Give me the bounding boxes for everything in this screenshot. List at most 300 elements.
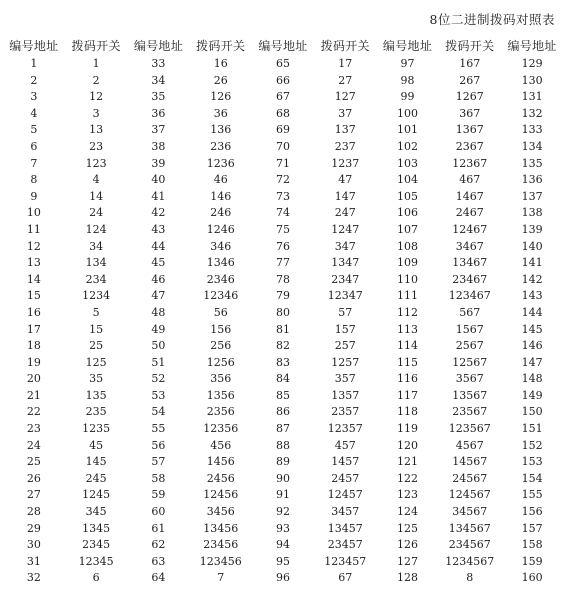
table-row [3, 156, 563, 173]
switch-cell: 13567 [452, 388, 488, 402]
header-row [3, 35, 563, 56]
switch-cell: 345 [85, 505, 107, 519]
switch-cell: 34 [89, 239, 104, 253]
address-cell: 60 [151, 505, 166, 519]
address-cell: 2 [30, 73, 38, 87]
switch-cell: 13467 [452, 256, 488, 270]
address-cell: 110 [397, 272, 419, 286]
table-row [3, 122, 563, 139]
switch-cell: 2 [92, 73, 100, 87]
address-cell: 43 [151, 222, 166, 236]
switch-cell: 256 [210, 339, 232, 353]
table-row [3, 471, 563, 488]
switch-cell: 3 [92, 106, 100, 120]
address-cell: 13 [26, 256, 41, 270]
address-cell: 32 [26, 571, 41, 585]
switch-cell: 36 [213, 106, 228, 120]
switch-cell: 127 [334, 90, 356, 104]
switch-cell: 456 [210, 438, 232, 452]
address-cell: 137 [521, 189, 543, 203]
switch-cell: 12457 [327, 488, 363, 502]
address-cell: 131 [521, 90, 543, 104]
address-cell: 51 [151, 355, 166, 369]
header-switch-4: 拨码开关 [445, 39, 495, 53]
switch-cell: 1467 [455, 189, 484, 203]
switch-cell: 134 [85, 256, 107, 270]
address-cell: 65 [275, 57, 290, 70]
address-cell: 67 [275, 90, 290, 104]
switch-cell: 2367 [455, 139, 484, 153]
address-cell: 118 [397, 405, 419, 419]
switch-cell: 67 [338, 571, 353, 585]
address-cell: 35 [151, 90, 166, 104]
address-cell: 49 [151, 322, 166, 336]
header-switch-3: 拨码开关 [320, 39, 370, 53]
switch-cell: 12567 [452, 355, 488, 369]
switch-cell: 156 [210, 322, 232, 336]
switch-cell: 25 [89, 339, 104, 353]
address-cell: 124 [397, 505, 419, 519]
switch-cell: 2356 [206, 405, 235, 419]
address-cell: 99 [400, 90, 415, 104]
address-cell: 29 [26, 521, 41, 535]
table-body [3, 56, 563, 587]
switch-cell: 123457 [324, 554, 367, 568]
table-row [3, 421, 563, 438]
address-cell: 103 [397, 156, 419, 170]
table-row [3, 487, 563, 504]
address-cell: 151 [521, 422, 543, 436]
address-cell: 127 [397, 554, 419, 568]
address-cell: 149 [521, 388, 543, 402]
address-cell: 141 [521, 256, 543, 270]
switch-cell: 1456 [206, 455, 235, 469]
switch-cell: 46 [213, 173, 228, 187]
table-row [3, 172, 563, 189]
address-cell: 56 [151, 438, 166, 452]
address-cell: 81 [275, 322, 290, 336]
switch-cell: 1237 [331, 156, 360, 170]
address-cell: 33 [151, 57, 166, 70]
switch-cell: 5 [92, 305, 100, 319]
address-cell: 38 [151, 139, 166, 153]
switch-cell: 12347 [327, 289, 363, 303]
switch-cell: 2345 [82, 538, 111, 552]
address-cell: 25 [26, 455, 41, 469]
switch-cell: 1567 [455, 322, 484, 336]
address-cell: 158 [521, 538, 543, 552]
address-cell: 79 [275, 289, 290, 303]
address-cell: 77 [275, 256, 290, 270]
address-cell: 117 [397, 388, 419, 402]
table-row [3, 570, 563, 587]
address-cell: 3 [30, 90, 38, 104]
address-cell: 74 [275, 206, 290, 220]
switch-cell: 167 [459, 57, 481, 70]
header-switch-1: 拨码开关 [71, 39, 121, 53]
switch-cell: 247 [334, 206, 356, 220]
address-cell: 71 [275, 156, 290, 170]
address-cell: 80 [275, 305, 290, 319]
address-cell: 126 [397, 538, 419, 552]
table-row [3, 371, 563, 388]
address-cell: 89 [275, 455, 290, 469]
header-address-1: 编号地址 [9, 39, 59, 53]
header-address-3: 编号地址 [258, 39, 308, 53]
header-switch-2: 拨码开关 [196, 39, 246, 53]
switch-cell: 13456 [203, 521, 239, 535]
table-row [3, 189, 563, 206]
address-cell: 106 [397, 206, 419, 220]
switch-cell: 146 [210, 189, 232, 203]
switch-cell: 1234567 [445, 554, 495, 568]
switch-cell: 12467 [452, 222, 488, 236]
table-row [3, 521, 563, 538]
switch-cell: 246 [210, 206, 232, 220]
switch-cell: 1245 [82, 488, 111, 502]
address-cell: 82 [275, 339, 290, 353]
address-cell: 147 [521, 355, 543, 369]
address-cell: 145 [521, 322, 543, 336]
switch-cell: 7 [217, 571, 225, 585]
address-cell: 136 [521, 173, 543, 187]
address-cell: 93 [275, 521, 290, 535]
address-cell: 26 [26, 471, 41, 485]
address-cell: 94 [275, 538, 290, 552]
switch-cell: 14567 [452, 455, 488, 469]
switch-cell: 1257 [331, 355, 360, 369]
switch-cell: 1256 [206, 355, 235, 369]
address-cell: 30 [26, 538, 41, 552]
table-row [3, 305, 563, 322]
address-cell: 24 [26, 438, 41, 452]
switch-cell: 567 [459, 305, 481, 319]
address-cell: 22 [26, 405, 41, 419]
switch-cell: 147 [334, 189, 356, 203]
address-cell: 138 [521, 206, 543, 220]
switch-cell: 3467 [455, 239, 484, 253]
switch-cell: 1367 [455, 123, 484, 137]
address-cell: 97 [400, 57, 415, 70]
switch-cell: 1236 [206, 156, 235, 170]
address-cell: 156 [521, 505, 543, 519]
table-row [3, 537, 563, 554]
switch-cell: 4 [92, 173, 100, 187]
address-cell: 52 [151, 372, 166, 386]
switch-cell: 12357 [327, 422, 363, 436]
switch-cell: 1346 [206, 256, 235, 270]
address-cell: 84 [275, 372, 290, 386]
address-cell: 39 [151, 156, 166, 170]
address-cell: 120 [397, 438, 419, 452]
switch-cell: 45 [89, 438, 104, 452]
switch-cell: 136 [210, 123, 232, 137]
address-cell: 125 [397, 521, 419, 535]
header-address-2: 编号地址 [133, 39, 184, 53]
switch-cell: 34567 [452, 505, 488, 519]
address-cell: 6 [30, 139, 38, 153]
switch-cell: 1234 [82, 289, 111, 303]
switch-cell: 23456 [203, 538, 239, 552]
address-cell: 142 [521, 272, 543, 286]
table-row [3, 89, 563, 106]
address-cell: 46 [151, 272, 166, 286]
switch-cell: 35 [89, 372, 104, 386]
switch-cell: 12345 [78, 554, 114, 568]
switch-cell: 145 [85, 455, 107, 469]
address-cell: 18 [26, 339, 41, 353]
address-cell: 20 [26, 372, 41, 386]
address-cell: 19 [26, 355, 41, 369]
switch-cell: 1347 [331, 256, 360, 270]
switch-cell: 24567 [452, 471, 488, 485]
switch-cell: 1247 [331, 222, 360, 236]
address-cell: 96 [275, 571, 290, 585]
switch-cell: 134567 [448, 521, 491, 535]
table-row [3, 73, 563, 90]
switch-cell: 23457 [327, 538, 363, 552]
address-cell: 9 [30, 189, 38, 203]
address-cell: 160 [521, 571, 543, 585]
address-cell: 76 [275, 239, 290, 253]
table-row [3, 255, 563, 272]
address-cell: 122 [397, 471, 419, 485]
switch-cell: 234567 [448, 538, 491, 552]
address-cell: 107 [397, 222, 419, 236]
address-cell: 5 [30, 123, 38, 137]
switch-cell: 1267 [455, 90, 484, 104]
table-row [3, 388, 563, 405]
address-cell: 36 [151, 106, 166, 120]
address-cell: 4 [30, 106, 38, 120]
address-cell: 88 [275, 438, 290, 452]
switch-cell: 267 [459, 73, 481, 87]
switch-cell: 12356 [203, 422, 239, 436]
table-row [3, 288, 563, 305]
switch-cell: 257 [334, 339, 356, 353]
address-cell: 50 [151, 339, 166, 353]
address-cell: 109 [397, 256, 419, 270]
switch-cell: 124567 [448, 488, 491, 502]
table-row [3, 139, 563, 156]
address-cell: 62 [151, 538, 166, 552]
address-cell: 45 [151, 256, 166, 270]
switch-cell: 467 [459, 173, 481, 187]
switch-cell: 13457 [327, 521, 363, 535]
address-cell: 70 [275, 139, 290, 153]
address-cell: 121 [397, 455, 419, 469]
switch-cell: 245 [85, 471, 107, 485]
address-cell: 90 [275, 471, 290, 485]
address-cell: 40 [151, 173, 166, 187]
switch-cell: 367 [459, 106, 481, 120]
address-cell: 72 [275, 173, 290, 187]
address-cell: 101 [397, 123, 419, 137]
switch-cell: 135 [85, 388, 107, 402]
switch-cell: 14 [89, 189, 104, 203]
switch-cell: 12367 [452, 156, 488, 170]
table-row [3, 404, 563, 421]
address-cell: 104 [397, 173, 419, 187]
table-row [3, 438, 563, 455]
address-cell: 153 [521, 455, 543, 469]
address-cell: 143 [521, 289, 543, 303]
address-cell: 100 [397, 106, 419, 120]
address-cell: 113 [397, 322, 419, 336]
address-cell: 95 [275, 554, 290, 568]
address-cell: 23 [26, 422, 41, 436]
address-cell: 8 [30, 173, 38, 187]
address-cell: 47 [151, 289, 166, 303]
switch-cell: 346 [210, 239, 232, 253]
address-cell: 111 [397, 289, 419, 303]
switch-cell: 13 [89, 123, 104, 137]
address-cell: 14 [26, 272, 41, 286]
table-row [3, 106, 563, 123]
switch-cell: 3567 [455, 372, 484, 386]
switch-cell: 17 [338, 57, 353, 70]
switch-cell: 23 [89, 139, 104, 153]
address-cell: 55 [151, 422, 166, 436]
address-cell: 132 [521, 106, 543, 120]
switch-cell: 1246 [206, 222, 235, 236]
address-cell: 75 [275, 222, 290, 236]
address-cell: 15 [26, 289, 41, 303]
address-cell: 108 [397, 239, 419, 253]
switch-cell: 1357 [331, 388, 360, 402]
header-address-4: 编号地址 [382, 39, 433, 53]
switch-cell: 157 [334, 322, 356, 336]
table-row [3, 504, 563, 521]
switch-cell: 137 [334, 123, 356, 137]
switch-cell: 47 [338, 173, 353, 187]
table-row [3, 272, 563, 289]
address-cell: 155 [521, 488, 543, 502]
table-row [3, 205, 563, 222]
address-cell: 73 [275, 189, 290, 203]
address-cell: 16 [26, 305, 41, 319]
address-cell: 57 [151, 455, 166, 469]
address-cell: 115 [397, 355, 419, 369]
switch-cell: 125 [85, 355, 107, 369]
address-cell: 98 [400, 73, 415, 87]
switch-cell: 123467 [448, 289, 491, 303]
table-row [3, 222, 563, 239]
address-cell: 154 [521, 471, 543, 485]
switch-cell: 3456 [206, 505, 235, 519]
address-cell: 34 [151, 73, 166, 87]
address-cell: 140 [521, 239, 543, 253]
address-cell: 48 [151, 305, 166, 319]
switch-cell: 2346 [206, 272, 235, 286]
table-row [3, 239, 563, 256]
switch-cell: 15 [89, 322, 104, 336]
address-cell: 59 [151, 488, 166, 502]
switch-cell: 24 [89, 206, 104, 220]
address-cell: 91 [275, 488, 290, 502]
switch-cell: 236 [210, 139, 232, 153]
switch-cell: 1235 [82, 422, 111, 436]
address-cell: 44 [151, 239, 166, 253]
address-cell: 27 [26, 488, 41, 502]
address-cell: 129 [521, 57, 543, 70]
dip-switch-table [3, 35, 563, 587]
switch-cell: 2347 [331, 272, 360, 286]
address-cell: 1 [30, 57, 38, 70]
address-cell: 135 [521, 156, 543, 170]
address-cell: 31 [26, 554, 41, 568]
switch-cell: 126 [210, 90, 232, 104]
switch-cell: 457 [334, 438, 356, 452]
address-cell: 148 [521, 372, 543, 386]
address-cell: 157 [521, 521, 543, 535]
switch-cell: 26 [213, 73, 228, 87]
switch-cell: 23567 [452, 405, 488, 419]
address-cell: 83 [275, 355, 290, 369]
address-cell: 78 [275, 272, 290, 286]
address-cell: 37 [151, 123, 166, 137]
address-cell: 68 [275, 106, 290, 120]
table-row [3, 454, 563, 471]
switch-cell: 1457 [331, 455, 360, 469]
switch-cell: 357 [334, 372, 356, 386]
document-title: 8位二进制拨码对照表 [429, 12, 555, 27]
table-row [3, 554, 563, 571]
switch-cell: 1345 [82, 521, 111, 535]
header-address-5: 编号地址 [507, 39, 557, 53]
address-cell: 53 [151, 388, 166, 402]
switch-cell: 2457 [331, 471, 360, 485]
address-cell: 11 [26, 222, 41, 236]
address-cell: 42 [151, 206, 166, 220]
address-cell: 152 [521, 438, 543, 452]
switch-cell: 6 [92, 571, 100, 585]
address-cell: 105 [397, 189, 419, 203]
address-cell: 128 [397, 571, 419, 585]
address-cell: 10 [26, 206, 41, 220]
address-cell: 63 [151, 554, 166, 568]
address-cell: 112 [397, 305, 419, 319]
switch-cell: 124 [85, 222, 107, 236]
address-cell: 92 [275, 505, 290, 519]
switch-cell: 57 [338, 305, 353, 319]
switch-cell: 2357 [331, 405, 360, 419]
address-cell: 28 [26, 505, 41, 519]
switch-cell: 8 [466, 571, 474, 585]
address-cell: 150 [521, 405, 543, 419]
address-cell: 61 [151, 521, 166, 535]
switch-cell: 234 [85, 272, 107, 286]
switch-cell: 12456 [203, 488, 239, 502]
switch-cell: 23467 [452, 272, 488, 286]
address-cell: 87 [275, 422, 290, 436]
switch-cell: 123456 [199, 554, 242, 568]
address-cell: 119 [397, 422, 419, 436]
address-cell: 134 [521, 139, 543, 153]
switch-cell: 347 [334, 239, 356, 253]
switch-cell: 12346 [203, 289, 239, 303]
switch-cell: 2567 [455, 339, 484, 353]
address-cell: 7 [30, 156, 38, 170]
address-cell: 85 [275, 388, 290, 402]
address-cell: 133 [521, 123, 543, 137]
address-cell: 64 [151, 571, 166, 585]
address-cell: 130 [521, 73, 543, 87]
switch-cell: 2467 [455, 206, 484, 220]
switch-cell: 3457 [331, 505, 360, 519]
address-cell: 146 [521, 339, 543, 353]
switch-cell: 4567 [455, 438, 484, 452]
